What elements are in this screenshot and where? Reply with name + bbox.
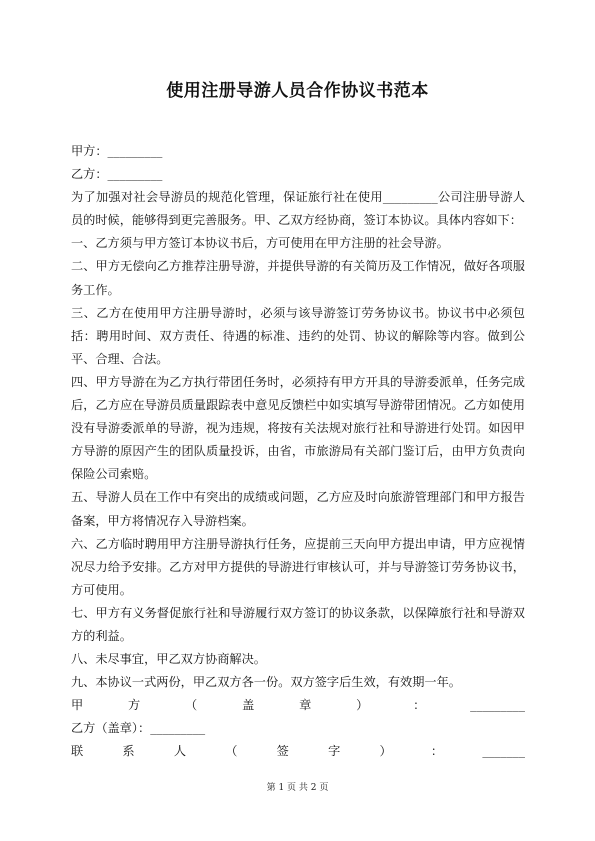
clause-6: 六、乙方临时聘用甲方注册导游执行任务，应提前三天向甲方提出申请，甲方应视情况尽力给予安排。乙方对甲方提供的导游进行审核认可，并与导游签订劳务协议书，方可使用。	[71, 536, 525, 597]
signature-contact: 联​系​人​（​签​字​）​：​_​_​_​_​_​_​_	[71, 744, 525, 759]
clause-4: 四、甲方导游在为乙方执行带团任务时，必须持有甲方开具的导游委派单，任务完成后，乙方应在导游员质量跟踪表中意见反馈栏中如实填写导游带团情况。乙方如使用没有导游委派单的导游，视为违规，将按有关法规对旅行社和导游进行处罚。如因甲方导游的原因产生的团队质量投诉，由省，市旅游局有关部门鉴订后，由甲方负责向保险公司索赔。	[71, 374, 525, 482]
clause-3: 三、乙方在使用甲方注册导游时，必须与该导游签订劳务协议书。协议书中必须包括：聘用时间、双方责任、待遇的标准、违约的处罚、协议的解除等内容。做到公平、合理、合法。	[71, 305, 525, 366]
signature-party-a: 甲​方​（​盖​章​）​：​_​_​_​_​_​_​_​_​_	[71, 698, 525, 713]
clause-9: 九、本协议一式两份，甲乙双方各一份。双方签字后生效，有效期一年。	[71, 675, 461, 690]
party-b-line: 乙方：_________	[71, 167, 163, 182]
clause-1: 一、乙方须与甲方签订本协议书后，方可使用在甲方注册的社会导游。	[71, 236, 449, 251]
clause-8: 八、未尽事宜，甲乙双方协商解决。	[71, 652, 266, 667]
clause-7: 七、甲方有义务督促旅行社和导游履行双方签订的协议条款，以保障旅行社和导游双方的利益。	[71, 605, 525, 643]
document-title: 使用注册导游人员合作协议书范本	[166, 81, 429, 101]
signature-party-b: 乙方（盖章）：_________	[71, 721, 206, 736]
clause-2: 二、甲方无偿向乙方推荐注册导游，并提供导游的有关简历及工作情况，做好各项服务工作。	[71, 259, 525, 297]
clause-5: 五、导游人员在工作中有突出的成绩或问题，乙方应及时向旅游管理部门和甲方报告备案，甲方将情况存入导游档案。	[71, 490, 525, 528]
preamble-paragraph: 为了加强对社会导游员的规范化管理，保证旅行社在使用_________公司注册导游人员的时候，能够得到更完善服务。甲、乙双方经协商，签订本协议。具体内容如下：	[71, 190, 525, 228]
document-body	[71, 140, 525, 764]
party-a-line: 甲方：_________	[71, 144, 163, 158]
page-number-footer: 第 1 页 共 2 页	[266, 783, 329, 793]
